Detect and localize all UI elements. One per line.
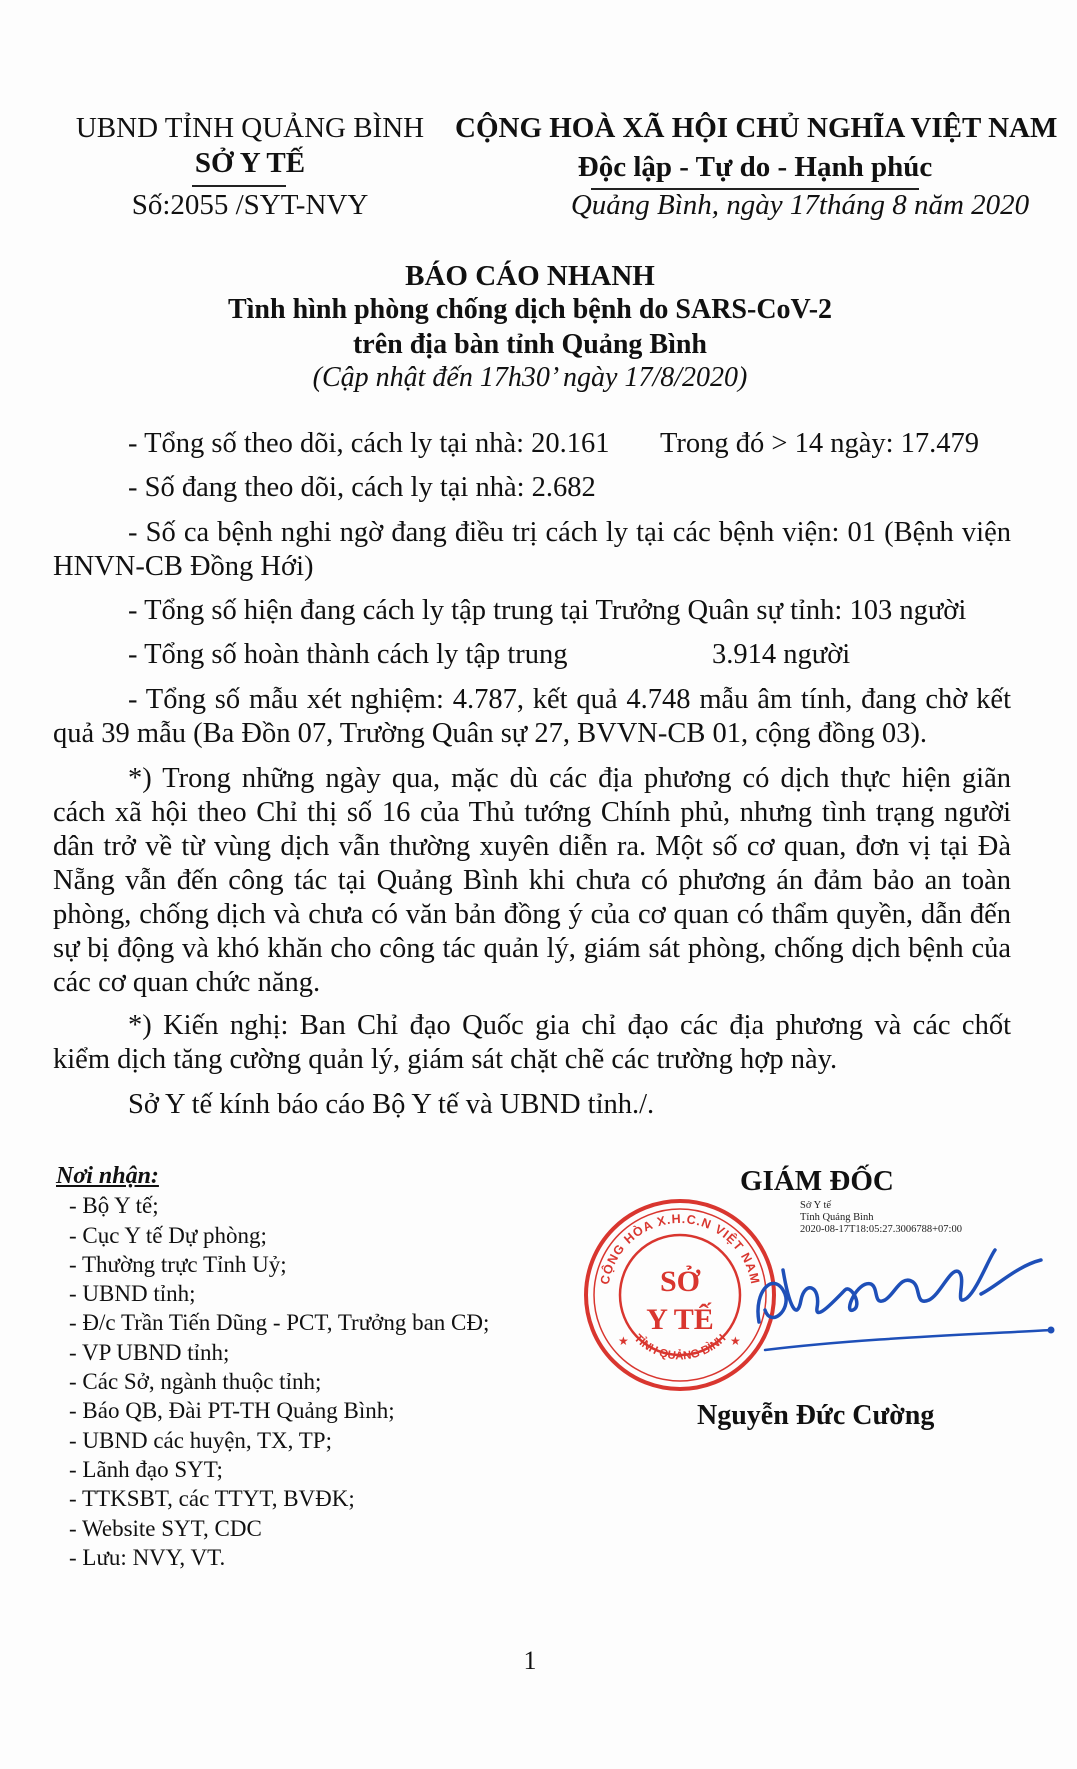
stamp-star-icon: ★ bbox=[730, 1334, 741, 1348]
recipient-item: - Lưu: NVY, VT. bbox=[69, 1544, 226, 1570]
report-title: BÁO CÁO NHANH bbox=[405, 260, 655, 292]
stamp-bottom-text: TỈNH QUẢNG BÌNH bbox=[631, 1332, 729, 1363]
document-number: Số:2055 /SYT-NVY bbox=[131, 189, 369, 221]
stat-suspected-cases: - Số ca bệnh nghi ngờ đang điều trị cách ly tại các bệnh viện: 01 (Bệnh viện HNVN-CB Đồng Hới) bbox=[53, 517, 1011, 582]
date-line: Quảng Bình, ngày 17tháng 8 năm 2020 bbox=[570, 189, 1030, 221]
stamp-center-line2: Y TẾ bbox=[646, 1303, 714, 1336]
national-motto: Độc lập - Tự do - Hạnh phúc bbox=[577, 151, 933, 183]
page-number: 1 bbox=[523, 1646, 537, 1675]
department-name: SỞ Y TẾ bbox=[194, 147, 306, 179]
handwritten-signature bbox=[745, 1210, 1065, 1360]
recipient-item: - Thường trực Tỉnh Uỷ; bbox=[69, 1251, 287, 1277]
signer-name: Nguyễn Đức Cường bbox=[697, 1400, 935, 1431]
signature-end-dot bbox=[1048, 1327, 1055, 1334]
signature-stroke bbox=[758, 1250, 1041, 1322]
digital-signature-org: Sở Y tế bbox=[800, 1200, 832, 1211]
stat-over-14-days: Trong đó > 14 ngày: 17.479 bbox=[660, 428, 980, 459]
recipient-item: - VP UBND tỉnh; bbox=[69, 1339, 230, 1365]
director-title: GIÁM ĐỐC bbox=[740, 1165, 894, 1197]
department-underline bbox=[192, 185, 286, 187]
recipients-block bbox=[56, 1162, 489, 1572]
stat-home-monitoring: - Tổng số theo dõi, cách ly tại nhà: 20.161 bbox=[128, 428, 610, 459]
recipient-item: - Báo QB, Đài PT-TH Quảng Bình; bbox=[69, 1398, 395, 1424]
recipient-item: - TTKSBT, các TTYT, BVĐK; bbox=[69, 1486, 355, 1512]
note-paragraph: *) Trong những ngày qua, mặc dù các địa phương có dịch thực hiện giãn cách xã hội theo Chỉ thị số 16 của Thủ tướng Chính phủ, nhưng tình trạng người dân trở về từ vùng dịch vẫn thường xuyên diễn ra. Một số cơ quan, đơn vị tại Đà Nẵng vẫn đến công tác tại Quảng Bình khi chưa có phương án đảm bảo an toàn phòng, chống dịch và chưa có văn bản đồng ý của cơ quan có thẩm quyền, dẫn đến sự bị động và khó khăn cho công tác quản lý, giám sát phòng, chống dịch bệnh của các cơ quan chức năng. bbox=[53, 763, 1011, 998]
stat-current-home: - Số đang theo dõi, cách ly tại nhà: 2.682 bbox=[128, 472, 596, 503]
stamp-center-line1: SỞ bbox=[659, 1265, 701, 1298]
stamp-star-icon: ★ bbox=[618, 1334, 629, 1348]
stamp-outer-text: CỘNG HÒA X.H.C.N VIỆT NAM bbox=[597, 1211, 763, 1286]
stat-central-quarantine: - Tổng số hiện đang cách ly tập trung tại Trưởng Quân sự tỉnh: 103 người bbox=[128, 595, 967, 626]
recipient-item: - Các Sở, ngành thuộc tỉnh; bbox=[69, 1369, 322, 1395]
recipients-title: Nơi nhận: bbox=[56, 1163, 159, 1189]
closing-line: Sở Y tế kính báo cáo Bộ Y tế và UBND tỉnh./. bbox=[128, 1089, 655, 1120]
recipient-item: - Đ/c Trần Tiến Dũng - PCT, Trưởng ban CĐ; bbox=[69, 1310, 490, 1336]
stat-completed-value: 3.914 người bbox=[712, 639, 851, 670]
proposal-paragraph: *) Kiến nghị: Ban Chỉ đạo Quốc gia chỉ đạo các địa phương và các chốt kiểm dịch tăng cường quản lý, giám sát chặt chẽ các trường hợp này. bbox=[53, 1010, 1011, 1075]
recipient-item: - Cục Y tế Dự phòng; bbox=[69, 1222, 267, 1248]
national-title: CỘNG HOÀ XÃ HỘI CHỦ NGHĨA VIỆT NAM bbox=[455, 112, 1058, 144]
stat-completed-label: - Tổng số hoàn thành cách ly tập trung bbox=[128, 639, 568, 670]
recipient-item: - UBND các huyện, TX, TP; bbox=[69, 1427, 332, 1453]
recipient-item: - UBND tỉnh; bbox=[69, 1281, 196, 1307]
report-subtitle-2: trên địa bàn tỉnh Quảng Bình bbox=[352, 329, 708, 360]
update-time: (Cập nhật đến 17h30’ ngày 17/8/2020) bbox=[312, 362, 748, 393]
stat-tests: - Tổng số mẫu xét nghiệm: 4.787, kết quả 4.748 mẫu âm tính, đang chờ kết quả 39 mẫu (Ba Đồn 07, Trường Quân sự 27, BVVN-CB 01, cộng đồng 03). bbox=[53, 684, 1011, 749]
signature-underline-stroke bbox=[765, 1330, 1051, 1350]
report-subtitle: Tình hình phòng chống dịch bệnh do SARS-CoV-2 bbox=[227, 294, 833, 325]
recipient-item: - Website SYT, CDC bbox=[69, 1515, 262, 1541]
digital-signature-timestamp: 2020-08-17T18:05:27.3006788+07:00 bbox=[800, 1224, 962, 1235]
recipient-item: - Bộ Y tế; bbox=[69, 1193, 159, 1219]
recipient-item: - Lãnh đạo SYT; bbox=[69, 1456, 223, 1482]
digital-signature-province: Tỉnh Quảng Bình bbox=[800, 1212, 874, 1223]
agency-name: UBND TỈNH QUẢNG BÌNH bbox=[75, 112, 425, 144]
